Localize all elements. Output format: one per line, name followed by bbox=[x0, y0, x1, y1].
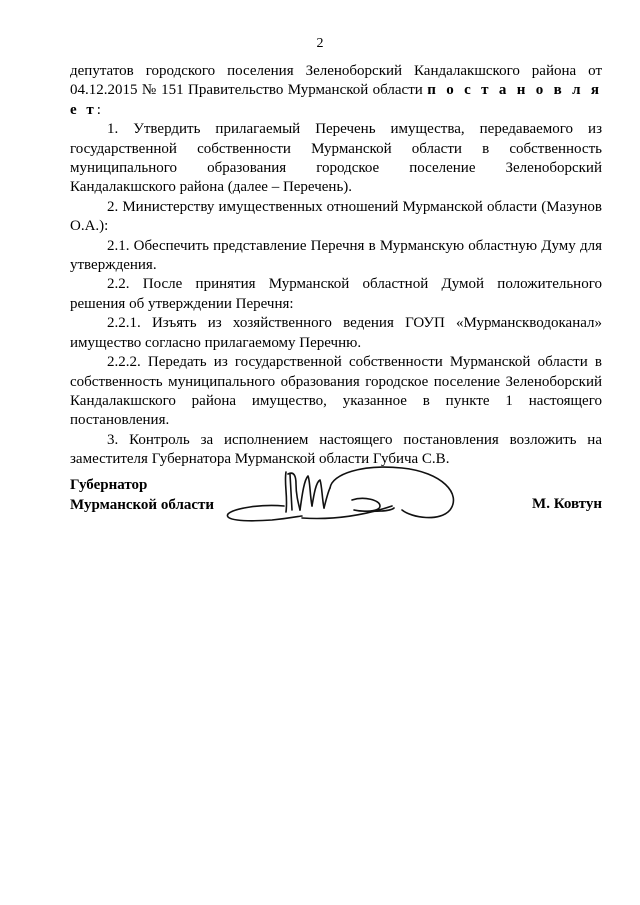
paragraph-3: 3. Контроль за исполнением настоящего постановления возложить на заместителя Губернатора Мурманской области Губича С.В. bbox=[70, 431, 602, 468]
paragraph-2-1: 2.1. Обеспечить представление Перечня в Мурманскую областную Думу для утверждения. bbox=[70, 237, 602, 274]
signatory-title-line-1: Губернатор bbox=[70, 477, 148, 493]
paragraph-2-2: 2.2. После принятия Мурманской областной Думой положительного решения об утверждении Перечня: bbox=[70, 276, 602, 312]
decree-keyword: п о с т а н о в л я е т bbox=[70, 82, 602, 118]
page-number: 2 bbox=[316, 36, 324, 51]
signatory-name: М. Ковтун bbox=[532, 495, 602, 512]
signatory-title-line-2: Мурманской области bbox=[70, 496, 215, 513]
handwritten-signature bbox=[222, 466, 522, 546]
signatory-title bbox=[70, 476, 214, 515]
paragraph-1: 1. Утвердить прилагаемый Перечень имущества, передаваемого из государственной собственности Мурманской области в собственность муниципального образования городское поселение Зеленоборский Кандалакшского района (далее – Перечень). bbox=[70, 121, 602, 196]
intro-text: депутатов городского поселения Зеленоборский Кандалакшского района от 04.12.2015 № 151 Правительство Мурманской области bbox=[70, 63, 602, 99]
document-body bbox=[70, 62, 602, 470]
paragraph-intro bbox=[70, 62, 602, 120]
intro-colon: : bbox=[96, 101, 101, 118]
paragraph-2: 2. Министерству имущественных отношений Мурманской области (Мазунов О.А.): bbox=[70, 198, 602, 235]
paragraph-2-2-2: 2.2.2. Передать из государственной собственности Мурманской области в собственность муниципального образования городское поселение Зеленоборский Кандалакшского района имущество, указанное в пункте 1 настоящего постановления. bbox=[70, 354, 602, 429]
signature-block bbox=[70, 466, 602, 546]
paragraph-2-2-1: 2.2.1. Изъять из хозяйственного ведения ГОУП «Мурманскводоканал» имущество согласно прилагаемому Перечню. bbox=[70, 315, 602, 351]
